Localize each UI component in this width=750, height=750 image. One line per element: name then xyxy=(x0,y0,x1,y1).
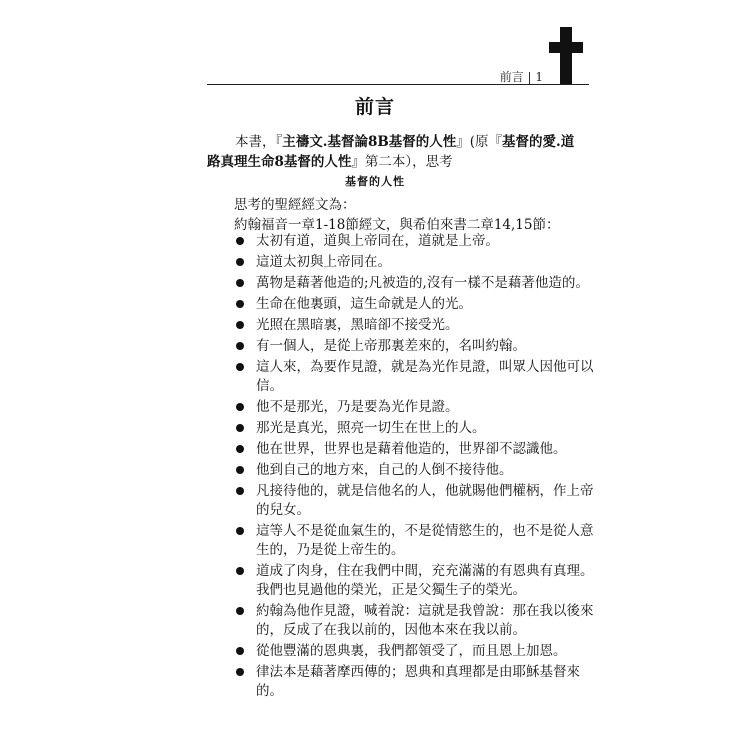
cross-icon xyxy=(549,27,583,85)
verse-text: 律法本是藉著摩西傳的；恩典和真理都是由耶穌基督來的。 xyxy=(256,664,580,699)
intro-suffix: 』第二本），思考 xyxy=(351,154,453,170)
verse-item xyxy=(236,482,596,520)
verse-text: 萬物是藉著他造的;凡被造的,沒有一樣不是藉著他造的。 xyxy=(256,275,589,291)
verse-text: 他在世界，世界也是藉着他造的，世界卻不認識他。 xyxy=(256,441,567,457)
verse-text: 生命在他裏頭，這生命就是人的光。 xyxy=(256,296,472,312)
bullet-icon xyxy=(236,487,244,495)
verse-text: 他不是那光，乃是要為光作見證。 xyxy=(256,399,459,415)
verse-item xyxy=(236,602,596,640)
verse-item xyxy=(236,440,596,459)
verse-text: 從他豐滿的恩典裏，我們都領受了，而且恩上加恩。 xyxy=(256,643,567,659)
verse-item xyxy=(236,398,596,417)
verse-item xyxy=(236,232,596,251)
bullet-icon xyxy=(236,466,244,474)
bullet-icon xyxy=(236,567,244,575)
verse-item xyxy=(236,295,596,314)
bullet-icon xyxy=(236,403,244,411)
verse-text: 太初有道，道與上帝同在，道就是上帝。 xyxy=(256,233,499,249)
verse-text: 他到自己的地方來，自己的人倒不接待他。 xyxy=(256,462,513,478)
verse-text: 那光是真光，照亮一切生在世上的人。 xyxy=(256,420,486,436)
bullet-icon xyxy=(236,279,244,287)
verse-text: 約翰為他作見證，喊着說：這就是我曾說：那在我以後來的，反成了在我以前的，因他本來在我以前。 xyxy=(256,603,594,638)
bullet-icon xyxy=(236,668,244,676)
verse-list xyxy=(236,232,596,703)
verse-text: 這人來，為要作見證，就是為光作見證，叫眾人因他可以信。 xyxy=(256,359,594,394)
header-rule xyxy=(207,84,589,85)
bullet-icon xyxy=(236,363,244,371)
bullet-icon xyxy=(236,258,244,266)
bullet-icon xyxy=(236,527,244,535)
bullet-icon xyxy=(236,647,244,655)
verse-text: 這等人不是從血氣生的，不是從情慾生的，也不是從人意生的，乃是從上帝生的。 xyxy=(256,523,594,558)
verse-item xyxy=(236,358,596,396)
verse-text: 凡接待他的，就是信他名的人，他就賜他們權柄，作上帝的兒女。 xyxy=(256,483,594,518)
verse-item xyxy=(236,253,596,272)
verse-item xyxy=(236,562,596,600)
bullet-icon xyxy=(236,424,244,432)
verse-text: 這道太初與上帝同在。 xyxy=(256,254,391,270)
verse-text: 光照在黑暗裏，黑暗卻不接受光。 xyxy=(256,317,459,333)
section-subheading: 基督的人性 xyxy=(345,175,405,188)
verse-text: 道成了肉身，住在我們中間，充充滿滿的有恩典有真理。我們也見過他的榮光，正是父獨生子的榮光。 xyxy=(256,563,594,598)
bullet-icon xyxy=(236,321,244,329)
lead-line-scripture-reference: 約翰福音一章1-18節經文，與希伯來書二章14,15節： xyxy=(234,217,560,233)
verse-item xyxy=(236,461,596,480)
verse-item xyxy=(236,522,596,560)
bullet-icon xyxy=(236,445,244,453)
bullet-icon xyxy=(236,342,244,350)
intro-original-title: 基督的愛.道路真理生命8基督的人性 xyxy=(207,134,575,170)
bullet-icon xyxy=(236,607,244,615)
page-title: 前言 xyxy=(354,96,395,118)
bullet-icon xyxy=(236,300,244,308)
bullet-icon xyxy=(236,237,244,245)
verse-item xyxy=(236,419,596,438)
cross-horizontal-bar xyxy=(549,42,583,53)
lead-line-scripture-intro: 思考的聖經經文為： xyxy=(234,197,356,213)
verse-item xyxy=(236,337,596,356)
intro-book-title: 主禱文.基督論8B基督的人性 xyxy=(282,134,457,150)
cross-vertical-bar xyxy=(560,27,572,85)
intro-paragraph xyxy=(207,132,587,172)
verse-text: 有一個人，是從上帝那裏差來的，名叫約翰。 xyxy=(256,338,526,354)
verse-item xyxy=(236,663,596,701)
running-head: 前言 | 1 xyxy=(499,70,543,84)
verse-item xyxy=(236,316,596,335)
verse-item xyxy=(236,274,596,293)
intro-middle: 』(原『 xyxy=(456,134,503,150)
intro-prefix: 本書，『 xyxy=(235,134,283,150)
verse-item xyxy=(236,642,596,661)
